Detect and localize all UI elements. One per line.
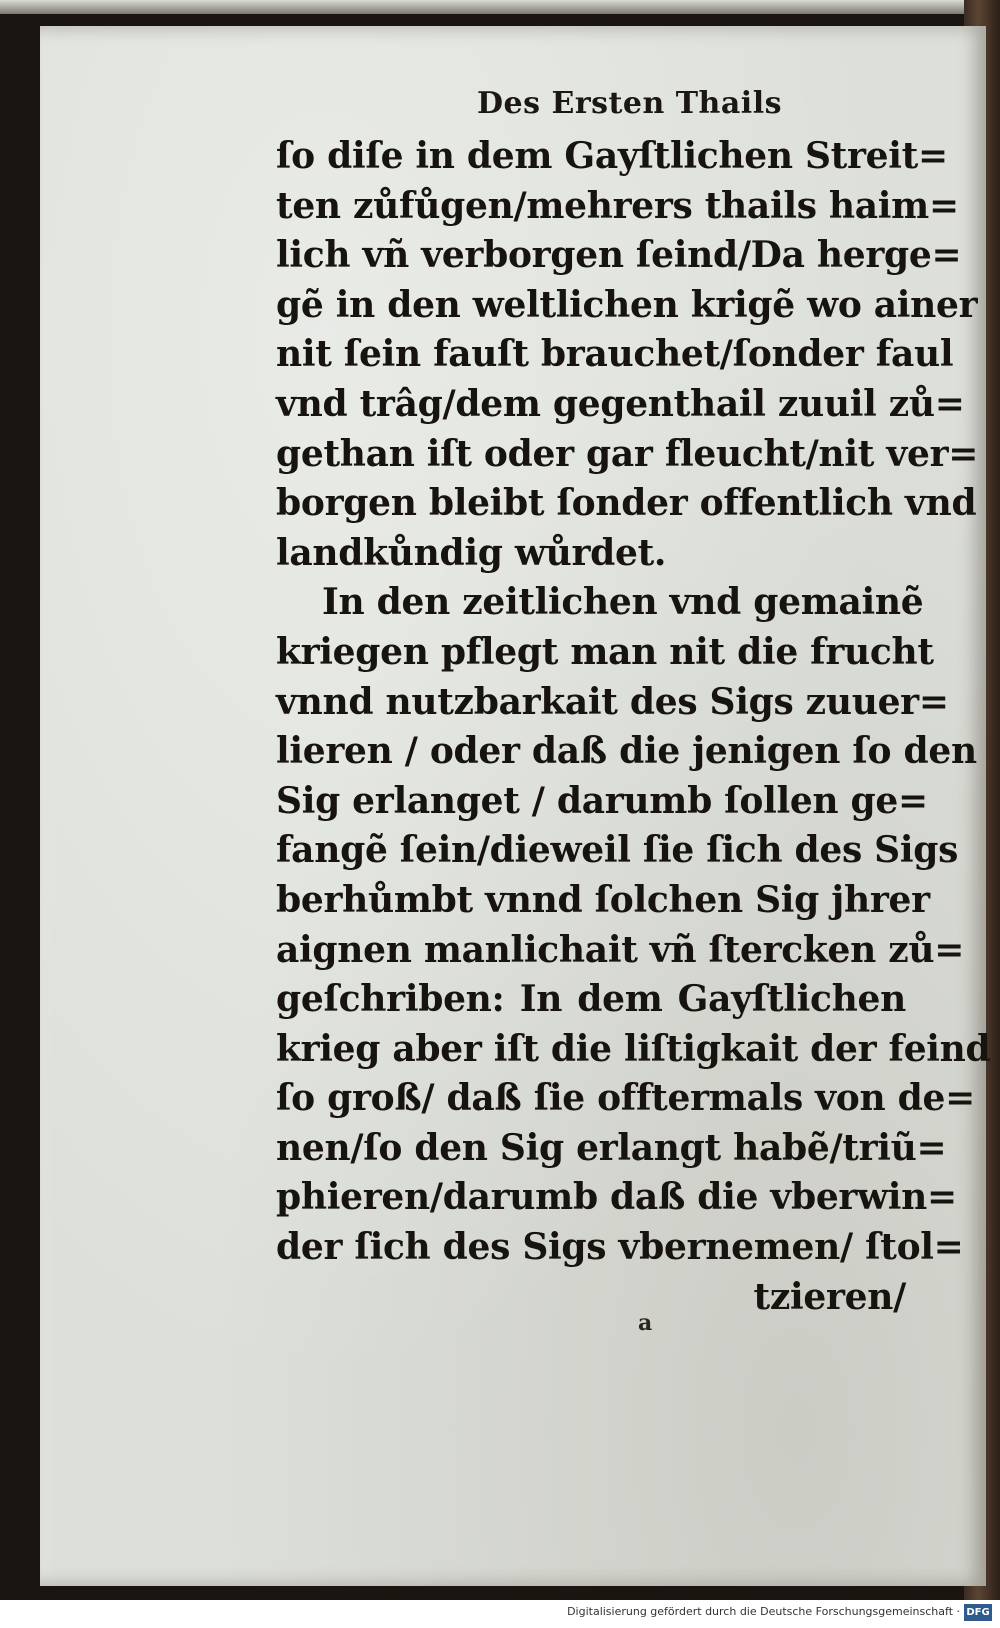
text-block bbox=[276, 132, 991, 1322]
text-line: vnd trâg/dem gegenthail zuuil zů= bbox=[276, 382, 965, 425]
text-line: der ſich des Sigs vbernemen/ ſtol= bbox=[276, 1226, 964, 1269]
paragraph-start-line: In den zeitlichen vnd gemainẽ bbox=[322, 581, 924, 624]
text-line: vnnd nutzbarkait des Sigs zuuer= bbox=[276, 680, 949, 723]
paragraph-end-line: landkůndig wůrdet. bbox=[276, 531, 667, 574]
book-page bbox=[40, 26, 991, 1586]
text-line: krieg aber iſt die liſtigkait der feind bbox=[276, 1027, 991, 1070]
text-line: lieren / oder daß die jenigen ſo den bbox=[276, 730, 977, 773]
text-line: ſo diſe in dem Gayſtlichen Streit= bbox=[276, 135, 948, 177]
text-line: geſchriben: In dem Gayſtlichen bbox=[276, 978, 906, 1021]
text-line: ſo groß/ daß ſie offtermals von de= bbox=[276, 1077, 975, 1120]
digitization-credit: Digitalisierung gefördert durch die Deutsche Forschungsgemeinschaft · bbox=[567, 1605, 960, 1618]
text-line: nit ſein fauſt brauchet/ſonder faul bbox=[276, 333, 954, 376]
text-line: lich vñ verborgen ſeind/Da herge= bbox=[276, 234, 962, 277]
text-line: fangẽ ſein/dieweil ſie ſich des Sigs bbox=[276, 829, 959, 872]
running-head: Des Ersten Thails bbox=[477, 86, 782, 121]
text-line: nen/ſo den Sig erlangt habẽ/triũ= bbox=[276, 1126, 947, 1169]
text-line: gẽ in den weltlichen krigẽ wo ainer bbox=[276, 283, 978, 326]
text-line: gethan iſt oder gar fleucht/nit ver= bbox=[276, 432, 979, 475]
catchword: tzieren/ bbox=[753, 1275, 906, 1318]
text-line: phieren/darumb daß die vberwin= bbox=[276, 1176, 957, 1219]
signature-mark: a bbox=[638, 1310, 653, 1336]
text-line: berhůmbt vnnd ſolchen Sig jhrer bbox=[276, 878, 930, 921]
text-line: ten zůfůgen/mehrers thails haim= bbox=[276, 184, 959, 227]
scan-top-edge bbox=[0, 0, 1000, 14]
text-line: aignen manlichait vñ ſtercken zů= bbox=[276, 928, 965, 971]
text-line: kriegen pflegt man nit die frucht bbox=[276, 630, 934, 673]
text-line: Sig erlanget / darumb ſollen ge= bbox=[276, 779, 928, 822]
text-line: borgen bleibt ſonder offentlich vnd bbox=[276, 482, 977, 525]
dfg-logo-badge: DFG bbox=[964, 1604, 992, 1621]
